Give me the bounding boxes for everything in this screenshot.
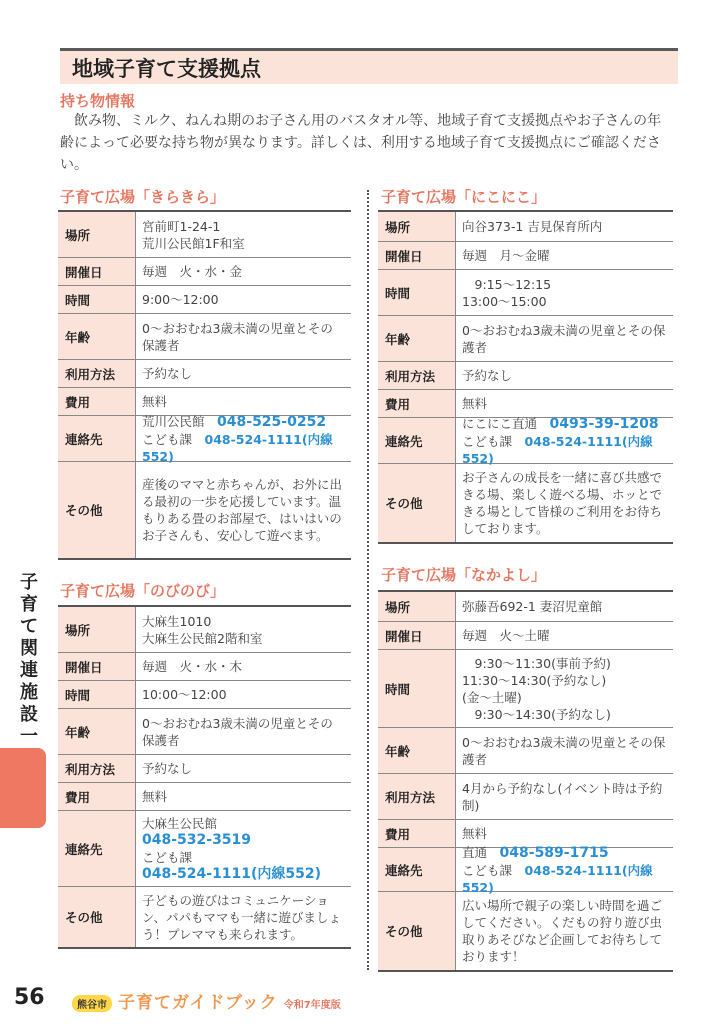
footer-city: 熊谷市 [72, 995, 112, 1012]
row-time [378, 650, 673, 728]
row-location [58, 607, 351, 653]
label-contact: 連絡先 [58, 416, 136, 461]
value-notes: 産後のママと赤ちゃんが、お外に出る最初の一歩を応援しています。温もりある畳のお部屋で、はいはいのお子さんも、安心して遊べます。 [142, 477, 343, 543]
side-index-tab[interactable] [0, 748, 46, 828]
row-contact [378, 844, 673, 895]
label-time: 時間 [378, 270, 456, 315]
value-days: 毎週 火・水・金 [142, 264, 243, 279]
label-location: 場所 [378, 212, 456, 241]
table-nobinobi [58, 605, 351, 949]
label-age: 年齢 [58, 314, 136, 359]
value-location: 宮前町1-24-1 荒川公民館1F和室 [142, 218, 245, 251]
value-fee: 無料 [142, 394, 168, 409]
row-usage [58, 360, 351, 388]
value-usage: 予約なし [462, 368, 513, 383]
table-kirakira [58, 210, 351, 560]
value-contact: 直通 048-589-1715 こども課 048-524-1111(内線552) [462, 844, 653, 895]
intro-text: 飲み物、ミルク、ねんね期のお子さん用のバスタオル等、地域子育て支援拠点やお子さんの年齢によって必要な持ち物が異なります。詳しくは、利用する地域子育て支援拠点にご確認ください。 [60, 113, 662, 173]
column-divider [367, 190, 369, 970]
row-notes [378, 464, 673, 544]
row-notes [58, 462, 351, 560]
row-contact [58, 413, 351, 464]
row-days [378, 622, 673, 650]
value-age: 0～おおむね3歳未満の児童とその保護者 [462, 322, 666, 355]
row-notes [378, 892, 673, 972]
label-usage: 利用方法 [58, 360, 136, 387]
label-days: 開催日 [58, 653, 136, 680]
label-age: 年齢 [378, 728, 456, 773]
value-fee: 無料 [462, 826, 488, 841]
value-usage: 予約なし [142, 761, 193, 776]
row-age [378, 316, 673, 362]
table-nakayoshi [378, 590, 673, 972]
row-time [58, 286, 351, 314]
value-age: 0～おおむね3歳未満の児童とその保護者 [462, 734, 666, 767]
value-days: 毎週 月～金曜 [462, 248, 550, 263]
phone-link[interactable]: 048-524-1111(内線552) [462, 862, 653, 895]
label-usage: 利用方法 [378, 774, 456, 819]
label-notes: その他 [378, 892, 456, 970]
row-days [58, 653, 351, 681]
label-location: 場所 [58, 607, 136, 652]
row-days [58, 258, 351, 286]
value-notes: お子さんの成長を一緒に喜び共感できる場、楽しく遊べる場、ホッとできる場として皆様のご利用をお待ちしております。 [462, 470, 663, 536]
value-age: 0～おおむね3歳未満の児童とその保護者 [142, 320, 333, 353]
row-usage [58, 755, 351, 783]
value-days: 毎週 火～土曜 [462, 628, 550, 643]
value-contact: 荒川公民館 048-525-0252 こども課 048-524-1111(内線552) [142, 413, 333, 464]
value-time: 9:15～12:15 13:00～15:00 [462, 276, 552, 309]
row-age [58, 709, 351, 755]
row-usage [378, 774, 673, 820]
label-fee: 費用 [58, 388, 136, 415]
label-notes: その他 [58, 462, 136, 558]
row-contact [378, 415, 673, 466]
row-usage [378, 362, 673, 390]
label-contact: 連絡先 [378, 848, 456, 891]
label-usage: 利用方法 [378, 362, 456, 389]
label-age: 年齢 [58, 709, 136, 754]
row-time [378, 270, 673, 316]
label-contact: 連絡先 [378, 418, 456, 463]
value-time: 9:00～12:00 [142, 292, 219, 307]
label-notes: その他 [378, 464, 456, 542]
section-title-nobinobi: 子育て広場「のびのび」 [60, 582, 226, 600]
label-fee: 費用 [378, 820, 456, 847]
row-location [378, 212, 673, 242]
table-nikoniko [378, 210, 673, 544]
label-fee: 費用 [58, 783, 136, 810]
value-usage: 4月から予約なし(イベント時は予約制) [462, 780, 663, 813]
phone-link[interactable]: 048-525-0252 [217, 413, 327, 430]
row-time [58, 681, 351, 709]
value-contact: 大麻生公民館 048-532-3519 こども課 048-524-1111(内線552) [136, 811, 351, 886]
value-time: 10:00～12:00 [142, 687, 227, 702]
row-notes [58, 887, 351, 949]
value-time: 9:30～11:30(事前予約) 11:30～14:30(予約なし) (金～土曜) 9:30～14:30(予約なし) [462, 655, 611, 722]
row-age [378, 728, 673, 774]
value-fee: 無料 [462, 396, 488, 411]
label-notes: その他 [58, 887, 136, 947]
value-age: 0～おおむね3歳未満の児童とその保護者 [142, 715, 333, 748]
value-location: 大麻生1010 大麻生公民館2階和室 [142, 613, 263, 646]
row-location [58, 212, 351, 258]
section-title-nikoniko: 子育て広場「にこにこ」 [381, 188, 547, 206]
section-title-kirakira: 子育て広場「きらきら」 [60, 188, 226, 206]
page-number: 56 [14, 985, 45, 1010]
label-location: 場所 [378, 592, 456, 621]
phone-link[interactable]: 048-532-3519 [142, 831, 252, 848]
row-location [378, 592, 673, 622]
phone-link[interactable]: 0493-39-1208 [549, 415, 659, 432]
label-usage: 利用方法 [58, 755, 136, 782]
value-notes: 広い場所で親子の楽しい時間を過ごしてください。くだもの狩り遊び虫取りあそびなど企画してお待ちしております！ [462, 898, 663, 964]
label-time: 時間 [58, 286, 136, 313]
phone-link[interactable]: 048-524-1111(内線552) [142, 865, 322, 882]
value-usage: 予約なし [142, 366, 193, 381]
side-category-label: 子育て関連施設一 [20, 572, 38, 747]
section-title-nakayoshi: 子育て広場「なかよし」 [381, 566, 547, 584]
page-title: 地域子育て支援拠点 [72, 56, 261, 81]
value-days: 毎週 火・水・木 [142, 659, 243, 674]
phone-link[interactable]: 048-524-1111(内線552) [462, 433, 653, 466]
guidebook-logo [72, 988, 341, 1013]
label-time: 時間 [58, 681, 136, 708]
row-contact [58, 811, 351, 887]
label-location: 場所 [58, 212, 136, 257]
value-contact: にこにこ直通 0493-39-1208 こども課 048-524-1111(内線552) [462, 415, 659, 466]
label-fee: 費用 [378, 390, 456, 417]
phone-link[interactable]: 048-524-1111(内線552) [142, 431, 333, 464]
row-fee [58, 783, 351, 811]
row-age [58, 314, 351, 360]
value-location: 向谷373-1 吉見保育所内 [462, 219, 603, 234]
label-contact: 連絡先 [58, 811, 136, 886]
footer-title: 子育てガイドブック [118, 993, 278, 1013]
label-time: 時間 [378, 650, 456, 727]
footer-edition: 令和7年度版 [283, 1000, 341, 1011]
intro-heading: 持ち物情報 [60, 92, 136, 110]
label-days: 開催日 [378, 622, 456, 649]
value-location: 弥藤吾692-1 妻沼児童館 [462, 599, 603, 614]
value-notes: 子どもの遊びはコミュニケーション、パパもママも一緒に遊びましょう！プレママも来られます。 [142, 892, 342, 942]
page-title-bar [60, 48, 678, 84]
row-days [378, 242, 673, 270]
phone-link[interactable]: 048-589-1715 [499, 844, 609, 861]
label-days: 開催日 [58, 258, 136, 285]
label-days: 開催日 [378, 242, 456, 269]
label-age: 年齢 [378, 316, 456, 361]
value-fee: 無料 [142, 789, 168, 804]
